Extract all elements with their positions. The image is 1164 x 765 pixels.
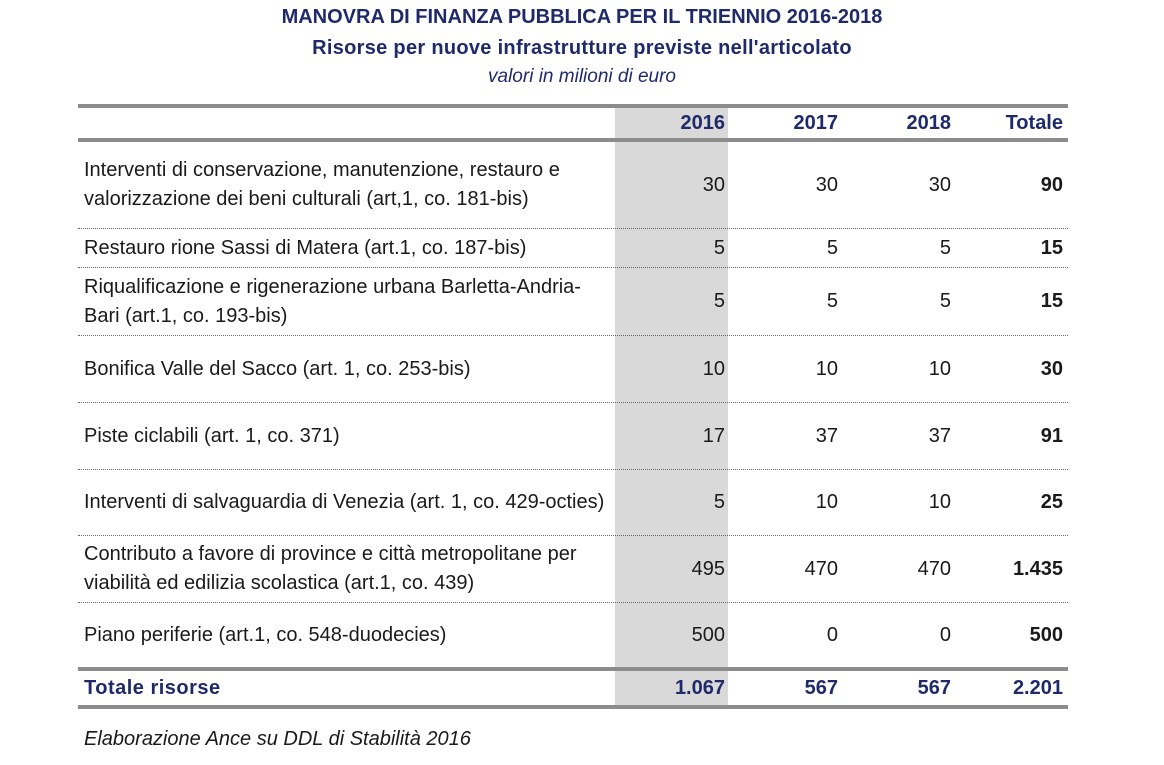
table-row	[78, 336, 1068, 402]
cell-2018: 5	[939, 236, 951, 259]
total-2017: 567	[804, 677, 838, 699]
table-row	[78, 603, 1068, 667]
table-row	[78, 268, 1068, 335]
cell-2017: 37	[815, 424, 838, 447]
total-label: Totale risorse	[84, 677, 221, 699]
total-row	[78, 671, 1068, 706]
row-label: Bonifica Valle del Sacco (art. 1, co. 253-bis)	[84, 357, 471, 380]
header-totale: Totale	[1005, 112, 1063, 134]
cell-2016: 5	[713, 491, 725, 513]
bottom-rule	[78, 705, 1068, 709]
cell-2016: 500	[691, 623, 725, 646]
table-row	[78, 403, 1068, 469]
cell-2016: 5	[713, 290, 725, 312]
source-note: Elaborazione Ance su DDL di Stabilità 2016	[84, 728, 471, 750]
cell-2018: 10	[928, 357, 951, 380]
cell-2018: 470	[917, 557, 951, 580]
cell-totale: 90	[1040, 173, 1063, 196]
cell-2018: 5	[939, 290, 951, 312]
cell-2017: 470	[804, 557, 838, 580]
header-2017: 2017	[793, 112, 838, 134]
table-row	[78, 229, 1068, 267]
cell-2016: 17	[702, 424, 725, 447]
cell-totale: 500	[1029, 623, 1063, 646]
header-2016: 2016	[680, 112, 725, 134]
cell-2017: 5	[826, 290, 838, 312]
cell-totale: 1.435	[1012, 557, 1063, 580]
total-2016: 1.067	[674, 677, 725, 699]
table-subtitle: Risorse per nuove infrastrutture previste nell'articolato	[312, 37, 852, 59]
cell-2017: 0	[826, 623, 838, 646]
cell-2016: 5	[713, 236, 725, 259]
units-note: valori in milioni di euro	[488, 66, 676, 87]
header-2018: 2018	[906, 112, 951, 134]
cell-totale: 91	[1040, 424, 1063, 447]
cell-totale: 25	[1040, 491, 1063, 513]
table-title: MANOVRA DI FINANZA PUBBLICA PER IL TRIENNIO 2016-2018	[281, 6, 883, 28]
cell-totale: 15	[1040, 290, 1063, 312]
row-label: Piste ciclabili (art. 1, co. 371)	[84, 424, 340, 447]
row-label: Riqualificazione e rigenerazione urbana Barletta-Andria-Bari (art.1, co. 193-bis)	[84, 275, 581, 327]
cell-2017: 10	[815, 357, 838, 380]
row-label: Contributo a favore di province e città metropolitane per viabilità ed edilizia scolastica (art.1, co. 439)	[84, 543, 577, 594]
cell-2017: 10	[815, 491, 838, 513]
cell-2016: 30	[702, 173, 725, 196]
cell-totale: 30	[1040, 357, 1063, 380]
cell-2018: 0	[939, 623, 951, 646]
row-label: Interventi di salvaguardia di Venezia (art. 1, co. 429-octies)	[84, 491, 605, 513]
cell-2017: 30	[815, 173, 838, 196]
total-totale: 2.201	[1012, 677, 1063, 699]
cell-2018: 10	[928, 491, 951, 513]
header-row	[78, 108, 1068, 139]
cell-2018: 30	[928, 173, 951, 196]
cell-2016: 495	[691, 557, 725, 580]
table-row	[78, 142, 1068, 228]
cell-2016: 10	[702, 357, 725, 380]
cell-totale: 15	[1040, 236, 1063, 259]
total-2018: 567	[917, 677, 951, 699]
cell-2018: 37	[928, 424, 951, 447]
row-label: Piano periferie (art.1, co. 548-duodecies)	[84, 623, 447, 646]
table-row	[78, 470, 1068, 535]
table-row	[78, 536, 1068, 602]
row-label: Restauro rione Sassi di Matera (art.1, co. 187-bis)	[84, 236, 527, 259]
cell-2017: 5	[826, 236, 838, 259]
row-label: Interventi di conservazione, manutenzione, restauro e valorizzazione dei beni culturali (art,1, co. 181-bis)	[84, 159, 560, 210]
